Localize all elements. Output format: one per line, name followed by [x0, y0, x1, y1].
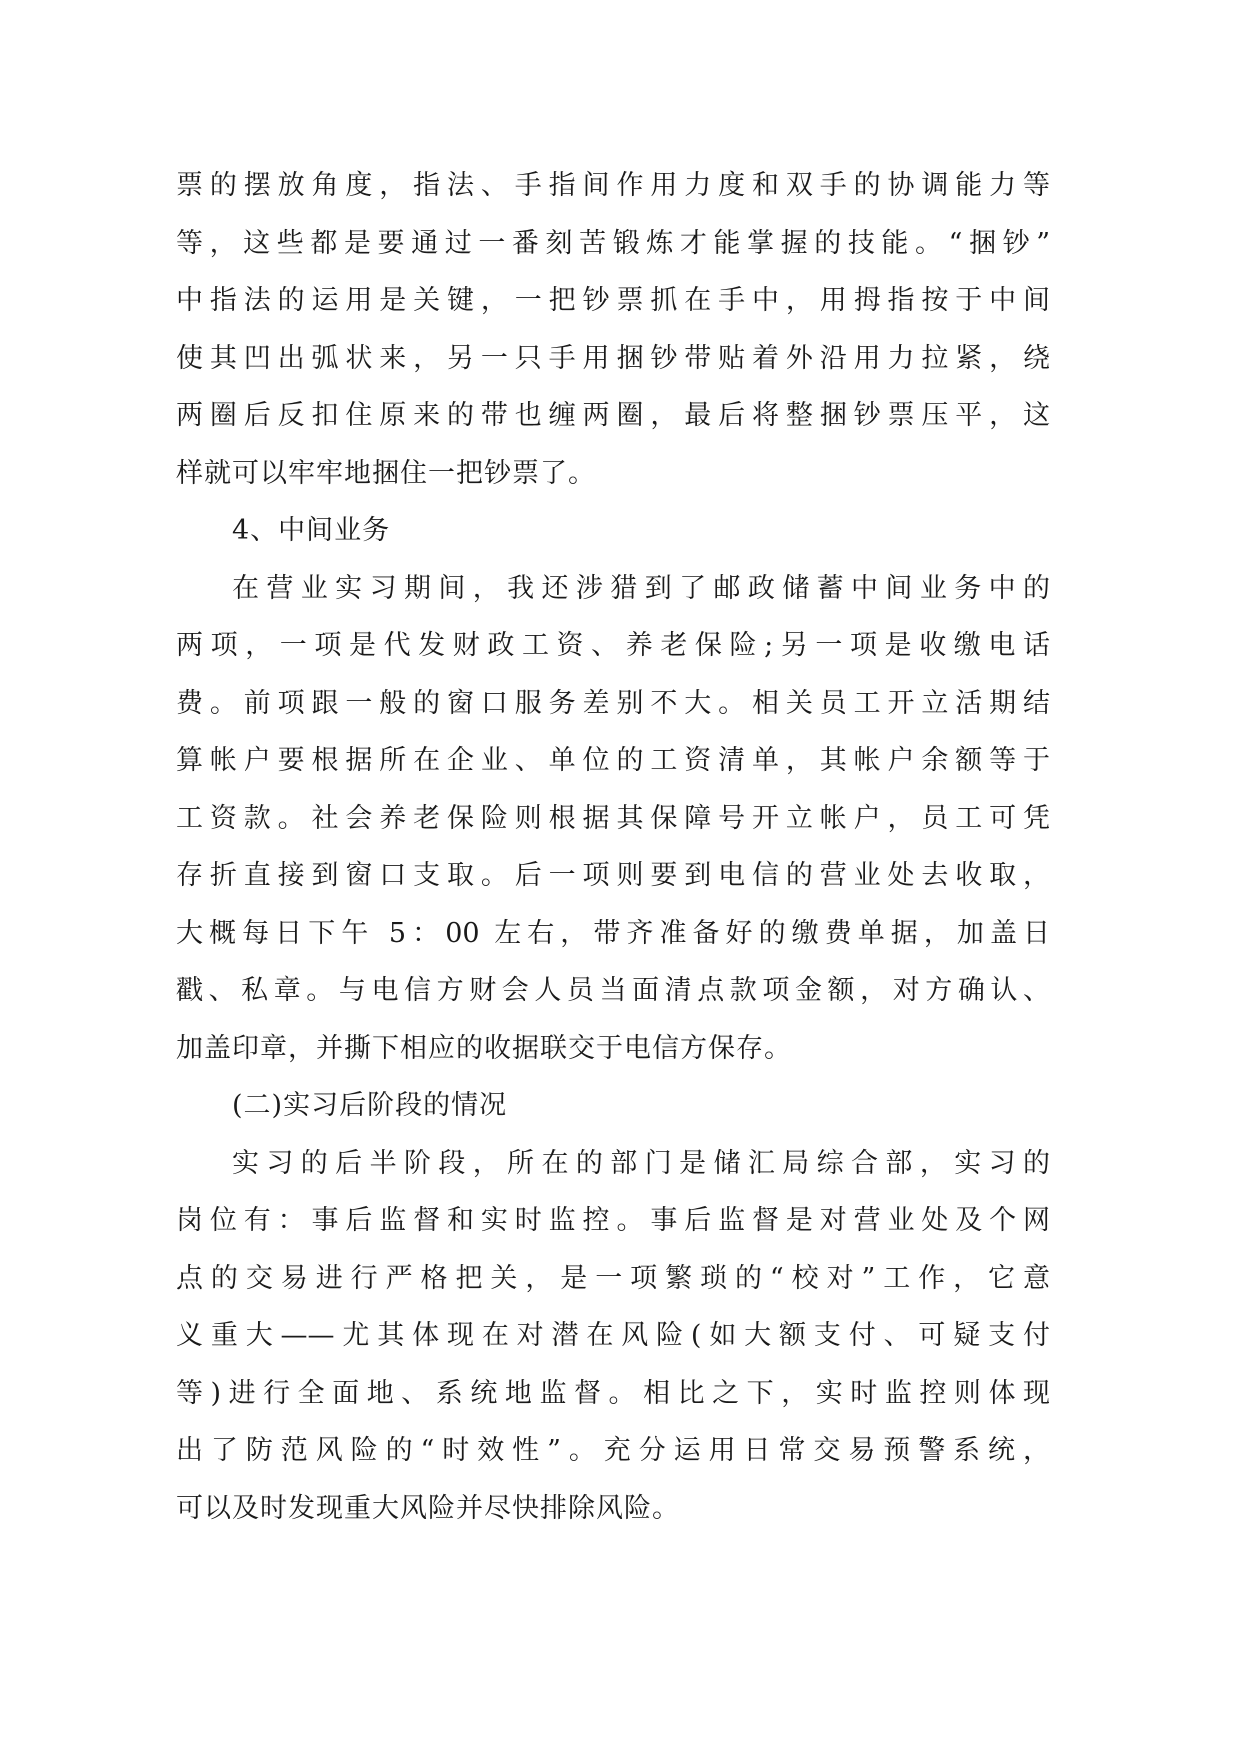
- text-line: 存折直接到窗口支取。后一项则要到电信的营业处去收取，: [176, 860, 1050, 891]
- text-line: 等)进行全面地、系统地监督。相比之下，实时监控则体现: [176, 1377, 1050, 1409]
- paragraph: [176, 157, 1050, 502]
- text-line: 可以及时发现重大风险并尽快排除风险。: [176, 1492, 680, 1524]
- text-line: 等，这些都是要通过一番刻苦锻炼才能掌握的技能。“捆钞”: [176, 227, 1050, 259]
- text-line: 两项，一项是代发财政工资、养老保险;另一项是收缴电话: [176, 630, 1050, 661]
- text-line: 岗位有：事后监督和实时监控。事后监督是对营业处及个网: [176, 1205, 1050, 1236]
- text-line: 大概每日下午 5：00 左右，带齐准备好的缴费单据，加盖日: [176, 917, 1050, 949]
- text-line: 费。前项跟一般的窗口服务差别不大。相关员工开立活期结: [176, 687, 1050, 719]
- paragraph: [176, 560, 1050, 1078]
- text-line: 义重大——尤其体现在对潜在风险(如大额支付、可疑支付: [176, 1320, 1050, 1351]
- text-line: 在营业实习期间，我还涉猎到了邮政储蓄中间业务中的: [232, 572, 1050, 604]
- text-line: 加盖印章，并撕下相应的收据联交于电信方保存。: [176, 1032, 792, 1064]
- text-line: 实习的后半阶段，所在的部门是储汇局综合部，实习的: [232, 1147, 1050, 1179]
- text-line: 票的摆放角度，指法、手指间作用力度和双手的协调能力等: [176, 170, 1050, 201]
- text-line: 中指法的运用是关键，一把钞票抓在手中，用拇指按于中间: [176, 285, 1050, 316]
- text-line: 两圈后反扣住原来的带也缠两圈，最后将整捆钞票压平，这: [176, 400, 1050, 431]
- text-line: 点的交易进行严格把关，是一项繁琐的“校对”工作，它意: [176, 1262, 1050, 1294]
- text-line: 算帐户要根据所在企业、单位的工资清单，其帐户余额等于: [176, 745, 1050, 776]
- section-heading: (二)实习后阶段的情况: [232, 1090, 508, 1121]
- text-line: 使其凹出弧状来，另一只手用捆钞带贴着外沿用力拉紧，绕: [176, 342, 1050, 374]
- text-line: 戳、私章。与电信方财会人员当面清点款项金额，对方确认、: [176, 975, 1050, 1006]
- text-line: 样就可以牢牢地捆住一把钞票了。: [176, 457, 596, 489]
- text-line: 工资款。社会养老保险则根据其保障号开立帐户，员工可凭: [176, 802, 1050, 834]
- section-heading: 4、中间业务: [232, 515, 391, 546]
- text-line: 出了防范风险的“时效性”。充分运用日常交易预警系统，: [176, 1435, 1050, 1466]
- document-body: [176, 157, 1050, 1537]
- paragraph: [176, 1135, 1050, 1538]
